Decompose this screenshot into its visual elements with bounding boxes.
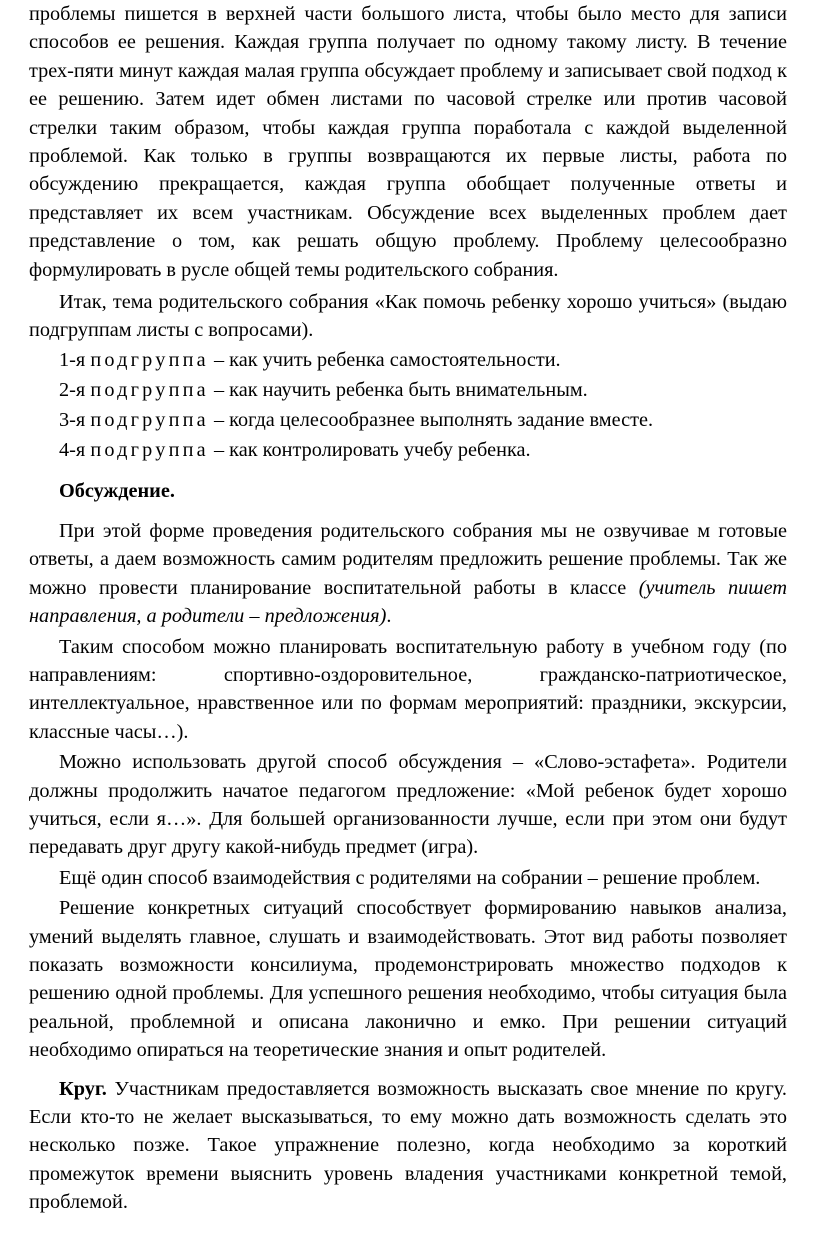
subgroup-item-3	[29, 406, 787, 434]
subgroup-text: – как учить ребенка самостоятельности.	[213, 349, 561, 372]
paragraph-text: При этой форме проведения родительского собрания мы не озвучивае м готовые ответы, а даем возможность самим родителям предложить решение проблемы. Так же можно провести планирование воспитательной работы в классе	[29, 519, 787, 599]
subgroup-text: – как контролировать учебу ребенка.	[213, 439, 531, 462]
subgroup-item-1	[29, 346, 787, 374]
subgroup-number: 1-я	[59, 349, 86, 372]
paragraph-discussion-form	[29, 517, 787, 631]
circle-title: Круг.	[59, 1077, 107, 1100]
paragraph-relay: Можно использовать другой способ обсуждения – «Слово-эстафета». Родители должны продолжить начатое педагогом предложение: «Мой ребенок будет хорошо учиться, если я…». Для большей организованности лучше, если при этом они будут передавать друг другу какой-нибудь предмет (игра).	[29, 751, 787, 859]
paragraph-continuation: проблемы пишется в верхней части большого листа, чтобы было место для записи способов ее решения. Каждая группа получает по одному такому листу. В течение трех-пяти минут каждая малая группа обсуждает проблему и записывает свой подход к ее решению. Затем идет обмен листами по часовой стрелке или против часовой стрелки таким образом, чтобы каждая группа поработала с каждой выделенной проблемой. Как только в группы возвращаются их первые листы, работа по обсуждению прекращается, каждая группа обобщает полученные ответы и представляет их всем участникам. Обсуждение всех выделенных проблем дает представление о том, как решать общую проблему. Проблему целесообразно формулировать в русле общей темы родительского собрания.	[29, 3, 787, 281]
subgroup-text: – как научить ребенка быть внимательным.	[213, 379, 588, 402]
paragraph-meeting-topic: Итак, тема родительского собрания «Как помочь ребенку хорошо учиться» (выдаю подгруппам листы с вопросами).	[29, 291, 787, 342]
subgroup-item-2	[29, 376, 787, 404]
paragraph-circle	[29, 1075, 787, 1217]
paragraph-situations: Решение конкретных ситуаций способствует формированию навыков анализа, умений выделять главное, слушать и взаимодействовать. Этот вид работы позволяет показать возможности консилиума, продемонстрировать множество подходов к решению одной проблемы. Для успешного решения необходимо, чтобы ситуация была реальной, проблемной и описана лаконично и емко. При решении ситуаций необходимо опираться на теоретические знания и опыт родителей.	[29, 897, 787, 1062]
discussion-heading: Обсуждение.	[59, 479, 175, 502]
paragraph-planning: Таким способом можно планировать воспитательную работу в учебном году (по направлениям: спортивно-оздоровительное, гражданско-патриотическое, интеллектуальное, нравственное или по формам мероприятий: праздники, экскурсии, классные часы…).	[29, 635, 787, 743]
subgroup-number: 4-я	[59, 439, 86, 462]
italic-note: (учитель пишет направления, а родители – предложения)	[29, 576, 787, 628]
document-page	[29, 0, 787, 1217]
subgroup-text: – когда целесообразнее выполнять задание вместе.	[213, 409, 654, 432]
subgroup-number: 3-я	[59, 409, 86, 432]
subgroup-number: 2-я	[59, 379, 86, 402]
subgroup-item-4	[29, 436, 787, 464]
paragraph-end: .	[386, 605, 392, 628]
circle-text: Участникам предоставляется возможность высказать свое мнение по кругу. Если кто-то не желает высказываться, то ему можно дать возможность сделать это несколько позже. Такое упражнение полезно, когда необходимо за короткий промежуток времени выяснить уровень владения участниками конкретной темой, проблемой.	[29, 1077, 787, 1214]
subgroup-word: подгруппа	[90, 409, 209, 432]
subgroup-word: подгруппа	[90, 379, 209, 402]
paragraph-problem-solving: Ещё один способ взаимодействия с родителями на собрании – решение проблем.	[59, 866, 761, 889]
subgroup-word: подгруппа	[90, 349, 209, 372]
subgroup-word: подгруппа	[90, 439, 209, 462]
